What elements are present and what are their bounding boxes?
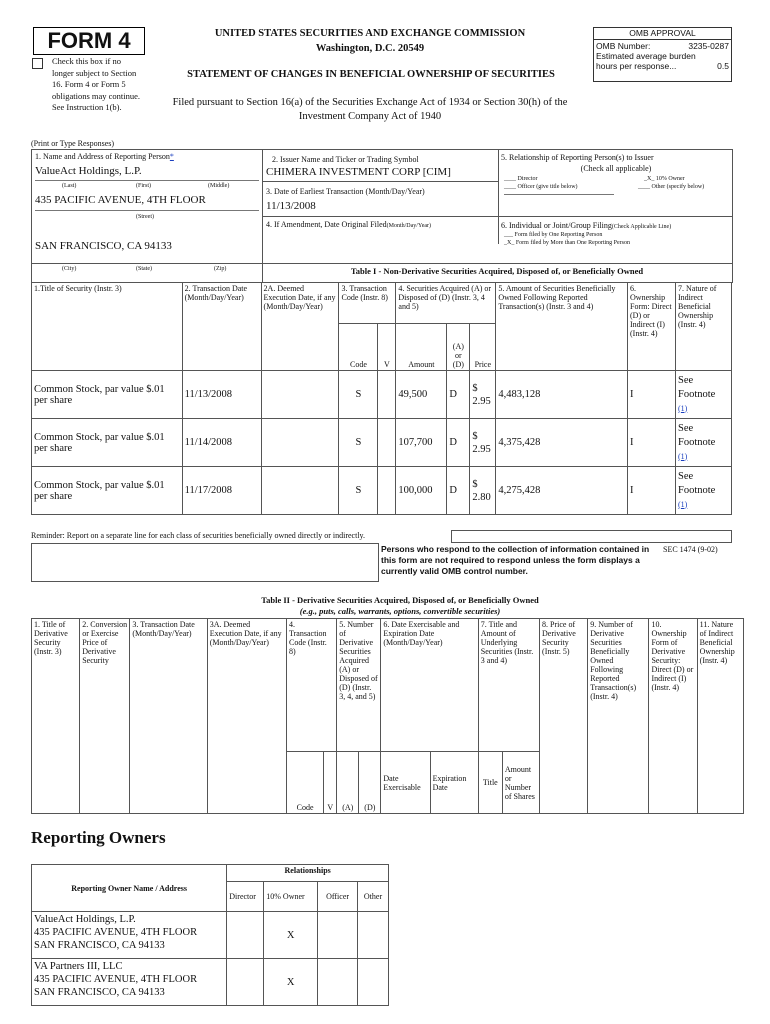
other-option[interactable]: ____ Other (specify below) (638, 184, 705, 190)
t2-col-deemed: 3A. Deemed Execution Date, if any (Month/Day/Year) (207, 619, 286, 814)
amount-owned: 4,483,128 (496, 371, 628, 419)
transaction-amount: 49,500 (396, 371, 447, 419)
t1-sub-aord: (A) or (D) (447, 324, 470, 371)
earliest-date: 11/13/2008 (266, 200, 316, 212)
t2-col-price: 8. Price of Derivative Security (Instr. 5) (540, 619, 588, 814)
t2-sub-amount: Amount or Number of Shares (502, 752, 539, 814)
t2-col-date: 3. Transaction Date (Month/Day/Year) (130, 619, 207, 814)
security-title: Common Stock, par value $.01 per share (32, 419, 183, 467)
relationship-label: 5. Relationship of Reporting Person(s) to Issuer (501, 153, 654, 162)
price-symbol: $ (472, 430, 478, 442)
statement-title: STATEMENT OF CHANGES IN BENEFICIAL OWNERSHIP OF SECURITIES (187, 69, 555, 80)
transaction-date: 11/13/2008 (182, 371, 261, 419)
agency-name: UNITED STATES SECURITIES AND EXCHANGE COMMISSION (214, 28, 526, 39)
price-value: 2.80 (472, 491, 491, 503)
reminder-text: Reminder: Report on a separate line for each class of securities beneficially owned directly or indirectly. (31, 531, 366, 540)
persons-note-box (31, 543, 379, 582)
omb-number-label: OMB Number: (596, 41, 651, 51)
price-symbol: $ (472, 382, 478, 394)
transaction-date: 11/14/2008 (182, 419, 261, 467)
t1-sub-v: V (378, 324, 396, 371)
table2-title: Table II - Derivative Securities Acquired, Disposed of, or Beneficially Owned (261, 595, 539, 605)
table1-title: Table I - Non-Derivative Securities Acquired, Disposed of, or Beneficially Owned (350, 266, 644, 276)
omb-burden-label: Estimated average burden (596, 51, 696, 61)
price-value: 2.95 (472, 395, 491, 407)
table2 (31, 618, 744, 814)
t2-sub-code: Code (287, 752, 324, 814)
agency-location: Washington, D.C. 20549 (315, 43, 425, 54)
t1-col-ownership-form: 6. Ownership Form: Direct (D) or Indirect (I) (Instr. 4) (628, 283, 676, 371)
group-filing-sub: (Check Applicable Line) (611, 224, 672, 230)
transaction-amount: 100,000 (396, 467, 447, 515)
reporting-person-city: SAN FRANCISCO, CA 94133 (35, 240, 172, 252)
first-label: (First) (136, 183, 151, 189)
omb-approval-box (593, 27, 732, 82)
transaction-code: S (339, 467, 378, 515)
table2-subtitle: (e.g., puts, calls, warrants, options, convertible securities) (299, 606, 501, 616)
ten-percent-option[interactable]: _X_ 10% Owner (644, 176, 685, 182)
table-row (32, 959, 389, 1006)
t1-sub-amount: Amount (396, 324, 447, 371)
t2-sub-a: (A) (337, 752, 359, 814)
no-longer-subject-checkbox[interactable] (32, 58, 43, 69)
t2-sub-d: (D) (359, 752, 381, 814)
t2-sub-title: Title (478, 752, 502, 814)
t2-sub-expiration: Expiration Date (430, 752, 478, 814)
footnote-link[interactable]: (1) (677, 451, 688, 461)
ownership-form: I (628, 419, 676, 467)
table-row (32, 912, 389, 959)
form-title: FORM 4 (33, 27, 145, 55)
reporting-person-label: 1. Name and Address of Reporting Person (35, 152, 170, 161)
t2-col-exercisable: 6. Date Exercisable and Expiration Date (Month/Day/Year) (381, 619, 478, 752)
t1-col-acquired: 4. Securities Acquired (A) or Disposed of (D) (Instr. 3, 4 and 5) (396, 283, 496, 324)
owner-col-officer: Officer (318, 882, 358, 912)
owner-col-director: Director (227, 882, 264, 912)
table-row (32, 371, 732, 419)
director-option[interactable]: ____ Director (504, 176, 538, 182)
t1-sub-price: Price (470, 324, 496, 371)
owner-city: SAN FRANCISCO, CA 94133 (34, 987, 165, 998)
owners-table (31, 864, 389, 1006)
t2-col-title: 1. Title of Derivative Security (Instr. 3) (32, 619, 80, 814)
print-note: (Print or Type Responses) (31, 139, 115, 148)
table-row (32, 419, 732, 467)
middle-label: (Middle) (208, 183, 230, 189)
nature-text: See Footnote (677, 470, 716, 496)
zip-label: (Zip) (214, 266, 227, 272)
persons-note: Persons who respond to the collection of information contained in this form are not required to respond unless the form displays a currently valid OMB control number. (381, 544, 650, 576)
price-value: 2.95 (472, 443, 491, 455)
group-more-option[interactable]: _X_ Form filed by More than One Reporting Person (504, 240, 630, 246)
omb-hours-label: hours per response... (596, 61, 677, 71)
nature-text: See Footnote (677, 422, 716, 448)
transaction-code: S (339, 419, 378, 467)
acquired-disposed: D (447, 419, 470, 467)
t1-sub-code: Code (339, 324, 378, 371)
security-title: Common Stock, par value $.01 per share (32, 371, 183, 419)
owner-name: VA Partners III, LLC (34, 961, 123, 972)
checkbox-text: Check this box if no longer subject to Section 16. Form 4 or Form 5 obligations may continue. See Instruction 1(b). (52, 56, 141, 112)
nature-text: See Footnote (677, 374, 716, 400)
t2-col-number: 5. Number of Derivative Securities Acquired (A) or Disposed of (D) (Instr. 3, 4, and 5) (337, 619, 381, 752)
city-label: (City) (62, 266, 77, 272)
t1-col-deemed: 2A. Deemed Execution Date, if any (Month/Day/Year) (261, 283, 339, 371)
owner-col-ten: 10% Owner (264, 882, 318, 912)
officer-option[interactable]: ____ Officer (give title below) (504, 184, 578, 190)
footnote-link[interactable]: (1) (677, 499, 688, 509)
omb-title: OMB APPROVAL (594, 28, 731, 40)
reporting-person-name: ValueAct Holdings, L.P. (35, 165, 142, 177)
state-label: (State) (136, 266, 152, 272)
t2-col-ownership: 10. Ownership Form of Derivative Security: Direct (D) or Indirect (I) (Instr. 4) (649, 619, 697, 814)
t1-col-nature: 7. Nature of Indirect Beneficial Ownership (Instr. 4) (675, 283, 731, 371)
owner-ten-mark: X (264, 912, 318, 959)
amount-owned: 4,275,428 (496, 467, 628, 515)
security-title: Common Stock, par value $.01 per share (32, 467, 183, 515)
t2-col-conversion: 2. Conversion or Exercise Price of Derivative Security (80, 619, 130, 814)
t2-sub-date-exercisable: Date Exercisable (381, 752, 430, 814)
issuer-name: CHIMERA INVESTMENT CORP [CIM] (266, 166, 451, 178)
relationship-sub: (Check all applicable) (580, 164, 652, 173)
owner-address: 435 PACIFIC AVENUE, 4TH FLOOR (34, 974, 198, 985)
t2-col-code: 4. Transaction Code (Instr. 8) (287, 619, 337, 752)
t1-col-date: 2. Transaction Date (Month/Day/Year) (182, 283, 261, 371)
t1-col-amount-owned: 5. Amount of Securities Beneficially Owned Following Reported Transaction(s) (Instr. 3 and 4) (496, 283, 628, 371)
ownership-form: I (628, 467, 676, 515)
ownership-form: I (628, 371, 676, 419)
issuer-label: 2. Issuer Name and Ticker or Trading Symbol (272, 155, 419, 164)
t2-col-nature: 11. Nature of Indirect Beneficial Ownership (Instr. 4) (697, 619, 743, 814)
amendment-label: 4. If Amendment, Date Original Filed (266, 220, 387, 229)
transaction-code: S (339, 371, 378, 419)
reporting-owners-heading: Reporting Owners (31, 828, 166, 847)
amount-owned: 4,375,428 (496, 419, 628, 467)
reminder-box (451, 530, 732, 543)
filed-pursuant: Filed pursuant to Section 16(a) of the Securities Exchange Act of 1934 or Section 30(h) of the Investment Company Act of 1940 (172, 97, 568, 122)
header-block (31, 149, 733, 283)
transaction-amount: 107,700 (396, 419, 447, 467)
acquired-disposed: D (447, 371, 470, 419)
owner-city: SAN FRANCISCO, CA 94133 (34, 940, 165, 951)
table-row (32, 467, 732, 515)
last-label: (Last) (62, 183, 77, 189)
group-filing-label: 6. Individual or Joint/Group Filing (501, 221, 612, 230)
omb-number: 3235-0287 (688, 41, 729, 51)
transaction-date: 11/17/2008 (182, 467, 261, 515)
owner-ten-mark: X (264, 959, 318, 1006)
t2-col-number-owned: 9. Number of Derivative Securities Beneficially Owned Following Reported Transaction(s) (Instr. 4) (588, 619, 649, 814)
t2-col-underlying: 7. Title and Amount of Underlying Securities (Instr. 3 and 4) (478, 619, 539, 752)
owner-col-other: Other (358, 882, 389, 912)
price-symbol: $ (472, 478, 478, 490)
relationships-header: Relationships (227, 865, 389, 882)
acquired-disposed: D (447, 467, 470, 515)
omb-hours: 0.5 (717, 61, 729, 71)
amendment-sub: (Month/Day/Year) (386, 223, 432, 229)
t1-col-title: 1.Title of Security (Instr. 3) (32, 283, 183, 371)
earliest-date-label: 3. Date of Earliest Transaction (Month/Day/Year) (266, 187, 425, 196)
t2-sub-v: V (324, 752, 337, 814)
group-one-option[interactable]: ___ Form filed by One Reporting Person (504, 232, 603, 238)
owner-name: ValueAct Holdings, L.P. (34, 914, 136, 925)
owner-col-name: Reporting Owner Name / Address (32, 865, 227, 912)
street-label: (Street) (136, 214, 154, 220)
reporting-person-address: 435 PACIFIC AVENUE, 4TH FLOOR (35, 194, 206, 206)
footnote-link[interactable]: (1) (677, 403, 688, 413)
reporting-person-footnote-link[interactable]: * (169, 152, 174, 161)
sec-code: SEC 1474 (9-02) (663, 545, 718, 554)
table1 (31, 282, 732, 515)
t1-col-code: 3. Transaction Code (Instr. 8) (339, 283, 396, 324)
owner-address: 435 PACIFIC AVENUE, 4TH FLOOR (34, 927, 198, 938)
